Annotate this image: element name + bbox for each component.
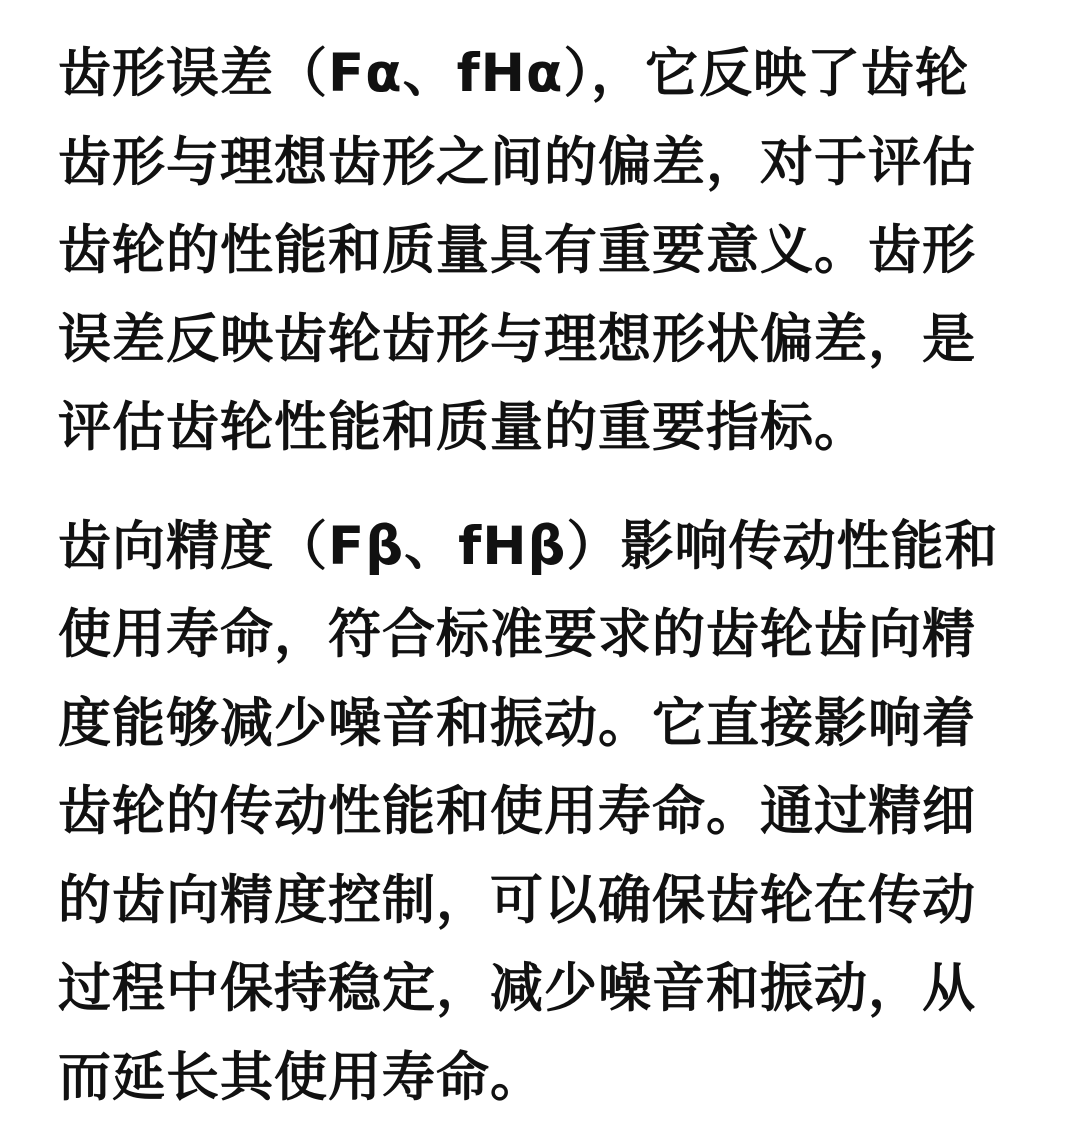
- paragraph-line: 使用寿命，符合标准要求的齿轮齿向精: [58, 591, 1028, 680]
- article-body: [58, 30, 1028, 1122]
- paragraph-line: 而延长其使用寿命。: [58, 1034, 1028, 1122]
- paragraph-line: 度能够减少噪音和振动。它直接影响着: [58, 680, 1028, 769]
- paragraph-line: 齿形与理想齿形之间的偏差，对于评估: [58, 119, 1028, 208]
- paragraph-line: 误差反映齿轮齿形与理想形状偏差，是: [58, 296, 1028, 385]
- paragraph-line: 评估齿轮性能和质量的重要指标。: [58, 384, 1028, 473]
- paragraph-tooth-profile-error: [58, 30, 1028, 473]
- paragraph-line: 的齿向精度控制，可以确保齿轮在传动: [58, 857, 1028, 946]
- paragraph-line: 齿形误差（Fα、fHα），它反映了齿轮: [58, 30, 1028, 119]
- paragraph-line: 齿向精度（Fβ、fHβ）影响传动性能和: [58, 503, 1028, 592]
- paragraph-helix-accuracy: [58, 503, 1028, 1122]
- paragraph-line: 过程中保持稳定，减少噪音和振动，从: [58, 945, 1028, 1034]
- paragraph-line: 齿轮的传动性能和使用寿命。通过精细: [58, 768, 1028, 857]
- paragraph-line: 齿轮的性能和质量具有重要意义。齿形: [58, 207, 1028, 296]
